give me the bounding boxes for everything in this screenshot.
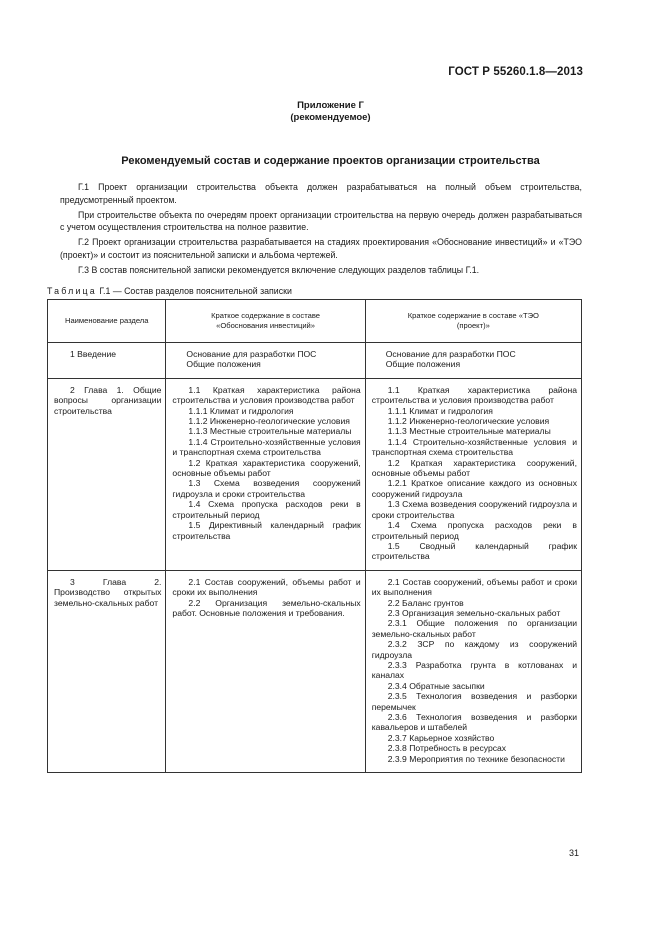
row-teo-cell: 2.1 Состав сооружений, объемы работ и сроки их выполнения 2.2 Баланс грунтов 2.3 Организация земельно-скальных работ 2.3.1 Общие положения по организации земельно-скальных работ 2.3.2 ЗСР по каждому из сооружений гидроузла 2.3.3 Разработка грунта в котлованах и каналах 2.3.4 Обратные засыпки 2.3.5 Технология возведения и разборки перемычек 2.3.6 Технология возведения и разборки кавальеров и штабелей 2.3.7 Карьерное хозяйство 2.3.8 Потребность в ресурсах 2.3.9 Мероприятия по технике безопасности	[365, 570, 581, 772]
header-section-name: Наименование раздела	[48, 300, 166, 343]
row-investment-cell: Основание для разработки ПОС Общие положения	[166, 343, 365, 379]
row-investment-cell: 2.1 Состав сооружений, объемы работ и сроки их выполнения 2.2 Организация земельно-скальных работ. Основные положения и требования.	[166, 570, 365, 772]
row-investment-cell: 1.1 Краткая характеристика района строительства и условия производства работ 1.1.1 Климат и гидрология 1.1.2 Инженерно-геологические условия 1.1.3 Местные строительные материалы 1.1.4 Строительно-хозяйственные условия и транспортная схема строительства 1.2 Краткая характеристика сооружений, основные объемы работ 1.3 Схема возведения сооружений гидроузла и сроки строительства 1.4 Схема пропуска расходов реки в строительный период 1.5 Директивный календарный график строительства	[166, 378, 365, 570]
page-number: 31	[568, 848, 579, 858]
paragraph: Г.2 Проект организации строительства разрабатывается на стадиях проектирования «Обоснование инвестиций» и «ТЭО (проект)» и состоит из пояснительной записки и альбома чертежей.	[60, 237, 582, 260]
appendix-title: Приложение Г	[297, 100, 364, 111]
header-investment: Краткое содержание в составе «Обоснования инвестиций»	[166, 300, 365, 343]
row-name-cell: 3 Глава 2. Производство открытых земельно-скальных работ	[48, 570, 166, 772]
body-text	[60, 181, 582, 279]
table-row	[48, 343, 582, 379]
paragraph: Г.3 В состав пояснительной записки рекомендуется включение следующих разделов таблицы Г.1.	[78, 264, 480, 275]
table-caption	[47, 286, 292, 296]
row-teo-cell: Основание для разработки ПОС Общие положения	[365, 343, 581, 379]
table-caption-word: Таблица	[47, 286, 97, 296]
header-teo: Краткое содержание в составе «ТЭО (проект)»	[365, 300, 581, 343]
standard-code: ГОСТ Р 55260.1.8—2013	[448, 66, 583, 78]
appendix-heading	[0, 100, 661, 124]
table-header-row	[48, 300, 582, 343]
document-title: Рекомендуемый состав и содержание проектов организации строительства	[121, 155, 540, 167]
table-caption-text: Г.1 — Состав разделов пояснительной записки	[99, 286, 292, 296]
appendix-subtitle: (рекомендуемое)	[290, 112, 371, 123]
table-row	[48, 378, 582, 570]
row-teo-cell: 1.1 Краткая характеристика района строительства и условия производства работ 1.1.1 Климат и гидрология 1.1.2 Инженерно-геологические условия 1.1.3 Местные строительные материалы 1.1.4 Строительно-хозяйственные условия и транспортная схема строительства 1.2 Краткая характеристика сооружений, основные объемы работ 1.2.1 Краткое описание каждого из основных сооружений гидроузла 1.3 Схема возведения сооружений гидроузла и сроки строительства 1.4 Схема пропуска расходов реки в строительный период 1.5 Сводный календарный график строительства	[365, 378, 581, 570]
row-name-cell: 1 Введение	[48, 343, 166, 379]
sections-table	[47, 299, 582, 773]
table-row	[48, 570, 582, 772]
paragraph: При строительстве объекта по очередям проект организации строительства на первую очередь должен разрабатываться с учетом осуществления строительства на полное развитие.	[60, 209, 582, 232]
row-name-cell: 2 Глава 1. Общие вопросы организации строительства	[48, 378, 166, 570]
paragraph: Г.1 Проект организации строительства объекта должен разрабатываться на полный объем строительства, предусмотренный проектом.	[60, 182, 582, 205]
